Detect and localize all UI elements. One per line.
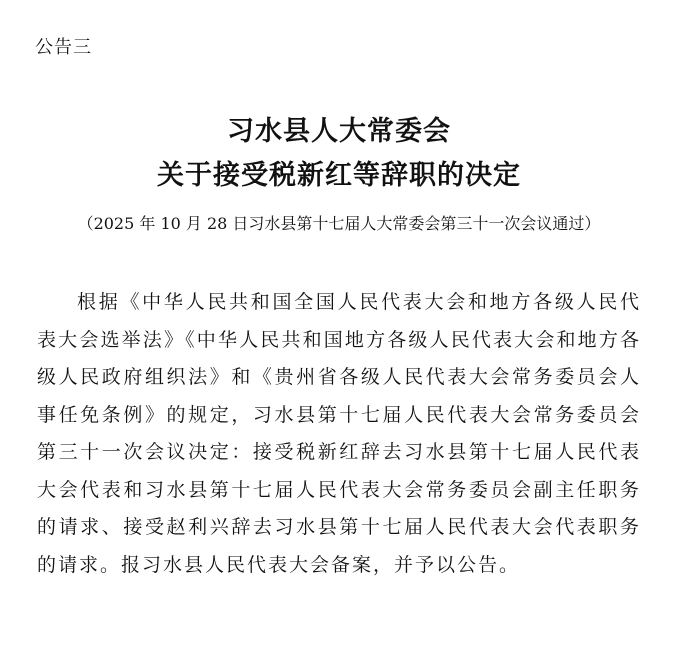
- announcement-label: 公告三: [35, 37, 92, 58]
- document-title-line2: 关于接受税新红等辞职的决定: [157, 160, 521, 191]
- document-body: 根据《中华人民共和国全国人民代表大会和地方各级人民代表大会选举法》《中华人民共和国地方各级人民代表大会和地方各级人民政府组织法》和《贵州省各级人民代表大会常务委员会人事任免条例》的规定，习水县第十七届人民代表大会常务委员会第三十一次会议决定：接受税新红辞去习水县第十七届人民代表大会代表和习水县第十七届人民代表大会常务委员会副主任职务的请求、接受赵利兴辞去习水县第十七届人民代表大会代表职务的请求。报习水县人民代表大会备案，并予以公告。: [37, 291, 641, 576]
- document-subtitle: （2025 年 10 月 28 日习水县第十七届人大常委会第三十一次会议通过）: [77, 214, 601, 233]
- document-title-line1: 习水县人大常委会: [227, 116, 451, 147]
